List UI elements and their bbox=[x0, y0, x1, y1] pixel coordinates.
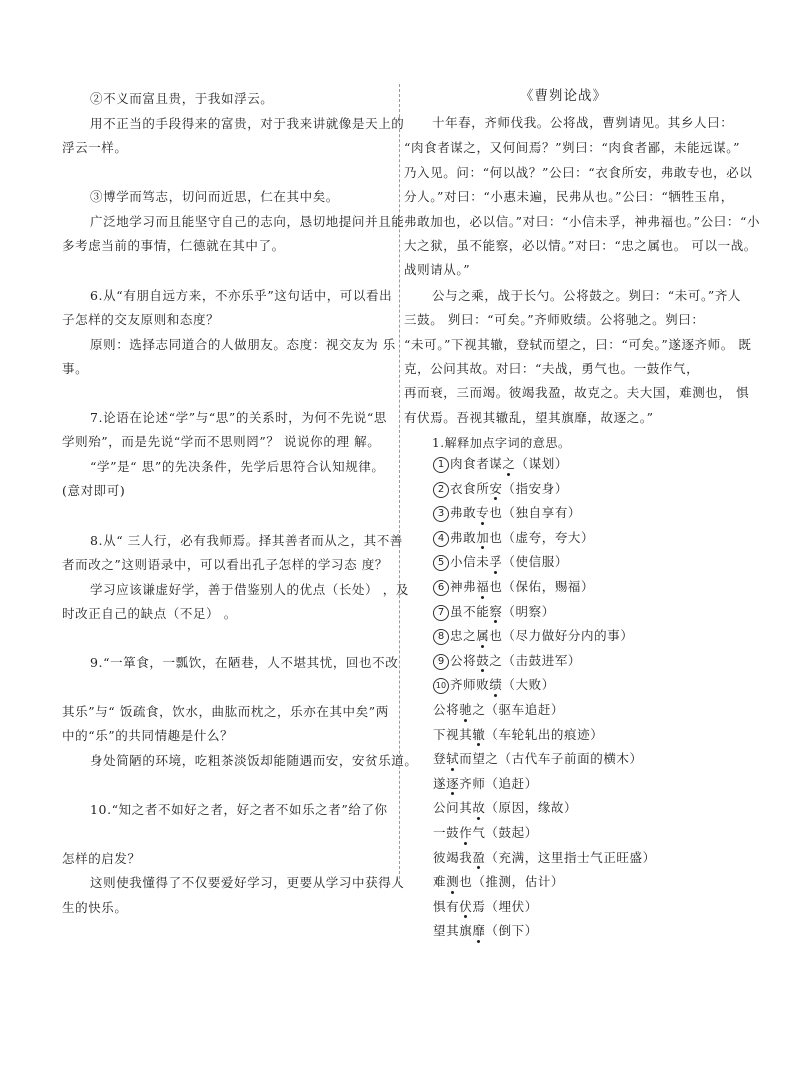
vocab-item bbox=[433, 529, 595, 548]
item-number-badge: 7 bbox=[433, 605, 449, 621]
vocab-item bbox=[433, 753, 643, 766]
item-text: 虽不能 bbox=[450, 603, 490, 619]
item-meaning: （原因，缘故） bbox=[485, 800, 578, 816]
question-7: 7.论语在论述“学”与“思”的关系时，为何不先说“思 bbox=[90, 410, 387, 425]
item-text: 齐师败 bbox=[450, 677, 490, 693]
item-meaning: 之（驱车追赶） bbox=[472, 702, 565, 717]
item-text: 望其旗 bbox=[433, 923, 473, 939]
passage-title: 《曹刿论战》 bbox=[520, 88, 607, 104]
item-number-badge: 1 bbox=[433, 457, 449, 473]
answer-7: “学”是“ 思”的先决条件，先学后思符合认知规律。 bbox=[90, 459, 385, 474]
vocab-item bbox=[433, 775, 538, 791]
item-meaning: 也（尽力做好分内的事） bbox=[489, 628, 634, 644]
item-meaning: （使信服） bbox=[502, 554, 568, 570]
translation-line: 广泛地学习而且能坚守自己的志向，恳切地提问并且能 bbox=[90, 214, 405, 229]
item-text: 公将 bbox=[433, 702, 460, 717]
passage-line: 分人。”对曰：“小惠未遍，民弗从也。”公曰：“牺牲玉帛， bbox=[404, 189, 734, 204]
vocab-item bbox=[433, 458, 568, 474]
question-10: 10.“知之者不如好之者，好之者不如乐之者”给了你 bbox=[90, 802, 388, 817]
item-meaning: （明察） bbox=[502, 603, 555, 619]
dotted-keyword: 察 bbox=[489, 603, 503, 619]
dotted-keyword: 之 bbox=[502, 456, 516, 471]
item-number-badge: 4 bbox=[433, 531, 449, 547]
vocab-item bbox=[433, 507, 581, 523]
answer-10: 这则使我懂得了不仅要爱好学习，更要从学习中获得人 bbox=[90, 875, 405, 890]
dotted-keyword: 鼓 bbox=[476, 652, 490, 668]
translation-line: 浮云一样。 bbox=[62, 140, 128, 155]
vocab-item bbox=[433, 704, 564, 717]
question-8: 8.从“ 三人行，必有我师焉。择其善者而从之，其不善 bbox=[90, 533, 403, 548]
item-meaning: （车轮轧出的痕迹） bbox=[485, 726, 604, 742]
item-text: 忠之 bbox=[450, 628, 477, 644]
passage-line: 公与之乘，战于长勺。公将鼓之。刿曰：“未可。”齐人 bbox=[432, 288, 742, 303]
item-text: 弗敢 bbox=[450, 529, 477, 545]
dotted-keyword: 驰 bbox=[459, 702, 473, 717]
dotted-keyword: 加 bbox=[476, 529, 490, 545]
question-6: 6.从“有朋自远方来，不亦乐乎”这句话中，可以看出 bbox=[90, 288, 393, 303]
quote-2: ②不义而富且贵，于我如浮云。 bbox=[90, 91, 274, 106]
question-6-cont: 子怎样的交友原则和态度？ bbox=[62, 312, 220, 327]
item-text: 惧有 bbox=[433, 898, 460, 914]
item-number-badge: 8 bbox=[433, 629, 449, 645]
item-meaning: 也（推测，估计） bbox=[459, 874, 565, 890]
dotted-keyword: 专 bbox=[476, 505, 490, 521]
item-meaning: （谋划） bbox=[515, 456, 568, 471]
dotted-keyword: 作 bbox=[459, 825, 473, 840]
item-number-badge: 5 bbox=[433, 555, 449, 571]
answer-8: 学习应该谦虚好学，善于借鉴别人的优点（长处） ，及 bbox=[90, 582, 409, 597]
question-9-cont: 中的“乐”的共同情趣是什么？ bbox=[62, 728, 234, 743]
passage-line: 克，公问其故。对曰：“夫战，勇气也。一鼓作气， bbox=[404, 361, 700, 376]
vocab-item bbox=[433, 652, 582, 671]
vocab-item bbox=[433, 827, 538, 840]
item-number-badge: 2 bbox=[433, 482, 449, 498]
item-number-badge: 9 bbox=[433, 654, 449, 670]
item-meaning: 气（鼓起） bbox=[472, 825, 538, 840]
answer-10-cont: 生的快乐。 bbox=[62, 900, 128, 915]
item-number-badge: 6 bbox=[433, 580, 449, 596]
item-meaning: 齐师（追赶） bbox=[459, 775, 538, 791]
answer-6: 原则：选择志同道合的人做朋友。态度：视交友为 乐 bbox=[90, 337, 396, 352]
question-7-cont: 学则殆”，而是先说“学而不思则罔”？ 说说你的理 解。 bbox=[62, 434, 381, 449]
item-text: 神弗 bbox=[450, 579, 477, 594]
passage-line: 战则请从。” bbox=[404, 262, 471, 277]
item-text: 登 bbox=[433, 751, 447, 767]
answer-8-cont: 时改正自己的缺点（不足） 。 bbox=[62, 606, 237, 621]
item-text: 遂 bbox=[433, 775, 447, 791]
translation-line: 用不正当的手段得来的富贵，对于我来讲就像是天上的 bbox=[90, 116, 405, 131]
vocab-item bbox=[433, 480, 568, 499]
vocab-item bbox=[433, 630, 633, 646]
item-text: 衣食所 bbox=[450, 480, 490, 496]
item-text: 肉食者谋 bbox=[450, 456, 503, 471]
dotted-keyword: 绩 bbox=[489, 677, 503, 693]
item-meaning: 之（击鼓进军） bbox=[489, 652, 582, 668]
vocab-item bbox=[433, 925, 538, 938]
item-meaning: 焉（埋伏） bbox=[472, 898, 538, 914]
dotted-keyword: 测 bbox=[446, 874, 460, 890]
vocab-item bbox=[433, 679, 555, 695]
dotted-keyword: 属 bbox=[476, 628, 490, 644]
dotted-keyword: 盈 bbox=[472, 849, 486, 865]
question-1: 1.解释加点字词的意思。 bbox=[432, 436, 571, 450]
vocab-item bbox=[433, 603, 555, 622]
passage-line: 大之狱，虽不能察，必以情。”对曰：“忠之属也。 可以一战。 bbox=[404, 238, 757, 253]
quote-3: ③博学而笃志，切问而近思，仁在其中矣。 bbox=[90, 189, 339, 204]
dotted-keyword: 孚 bbox=[489, 554, 503, 570]
dotted-keyword: 安 bbox=[489, 480, 503, 496]
item-text: 小信未 bbox=[450, 554, 490, 570]
passage-line: 乃入见。问：“何以战？”公曰：“衣食所安，弗敢专也，必以 bbox=[404, 165, 753, 180]
vocab-item bbox=[433, 726, 604, 742]
passage-line: “肉食者谋之，又何间焉？”刿曰：“肉食者鄙，未能远谋。” bbox=[404, 140, 741, 155]
dotted-keyword: 逐 bbox=[446, 775, 460, 791]
item-number-badge: 10 bbox=[433, 678, 449, 694]
item-number-badge: 3 bbox=[433, 506, 449, 522]
item-meaning: （大败） bbox=[502, 677, 555, 693]
passage-line: 有伏焉。吾视其辙乱，望其旗靡，故逐之。” bbox=[404, 410, 654, 425]
passage-line: 十年春，齐师伐我。公将战，曹刿请见。其乡人曰： bbox=[432, 115, 734, 130]
passage-line: 再而衰，三而竭。彼竭我盈，故克之。夫大国，难测也， 惧 bbox=[404, 385, 750, 400]
answer-7-note: (意对即可) bbox=[62, 483, 126, 498]
vocab-item bbox=[433, 802, 577, 815]
item-meaning: 也（独自享有） bbox=[489, 505, 582, 521]
item-text: 彼竭我 bbox=[433, 849, 473, 865]
item-meaning: 而望之（古代车子前面的横木） bbox=[459, 751, 643, 767]
item-text: 难 bbox=[433, 874, 447, 890]
dotted-keyword: 故 bbox=[472, 800, 486, 816]
vocab-item bbox=[433, 556, 568, 572]
question-10-cont: 怎样的启发？ bbox=[62, 851, 141, 866]
dotted-keyword: 轼 bbox=[446, 751, 460, 767]
vocab-item bbox=[433, 849, 656, 865]
passage-line: “未可。”下视其辙，登轼而望之，曰：“可矣。”遂逐齐师。 既 bbox=[404, 337, 752, 352]
answer-9: 身处简陋的环境，吃粗茶淡饭却能随遇而安，安贫乐道。 bbox=[90, 753, 418, 768]
item-text: 公将 bbox=[450, 652, 477, 668]
item-text: 一鼓 bbox=[433, 825, 460, 840]
question-9: 9.“一箪食，一瓢饮，在陋巷，人不堪其忧，回也不改 bbox=[90, 655, 399, 670]
dotted-keyword: 伏 bbox=[459, 898, 473, 914]
item-meaning: 也（保佑，赐福） bbox=[489, 579, 595, 594]
answer-6-cont: 事。 bbox=[62, 361, 89, 376]
translation-line: 多考虑当前的事情，仁德就在其中了。 bbox=[62, 238, 285, 253]
question-9-cont: 其乐”与“ 饭疏食，饮水，曲肱而枕之，乐亦在其中矣”两 bbox=[62, 704, 389, 719]
passage-line: 弗敢加也，必以信。”对曰：“小信未孚，神弗福也。”公曰：“小 bbox=[404, 214, 761, 229]
dotted-keyword: 辙 bbox=[472, 726, 486, 742]
question-8-cont: 者而改之”这则语录中，可以看出孔子怎样的学习态 度？ bbox=[62, 557, 388, 572]
item-text: 公问其 bbox=[433, 800, 473, 816]
dotted-keyword: 福 bbox=[476, 579, 490, 594]
vocab-item bbox=[433, 876, 564, 889]
vocab-item bbox=[433, 581, 594, 597]
item-meaning: （指安身） bbox=[502, 480, 568, 496]
passage-line: 三鼓。 刿曰：“可矣。”齐师败绩。公将驰之。刿曰： bbox=[404, 312, 705, 327]
item-text: 弗敢 bbox=[450, 505, 477, 521]
vocab-item bbox=[433, 898, 538, 914]
dotted-keyword: 靡 bbox=[472, 923, 486, 939]
item-meaning: 也（虚夸，夸大） bbox=[489, 529, 595, 545]
item-text: 下视其 bbox=[433, 726, 473, 742]
item-meaning: （倒下） bbox=[485, 923, 538, 939]
item-meaning: （充满，这里指士气正旺盛） bbox=[485, 849, 656, 865]
